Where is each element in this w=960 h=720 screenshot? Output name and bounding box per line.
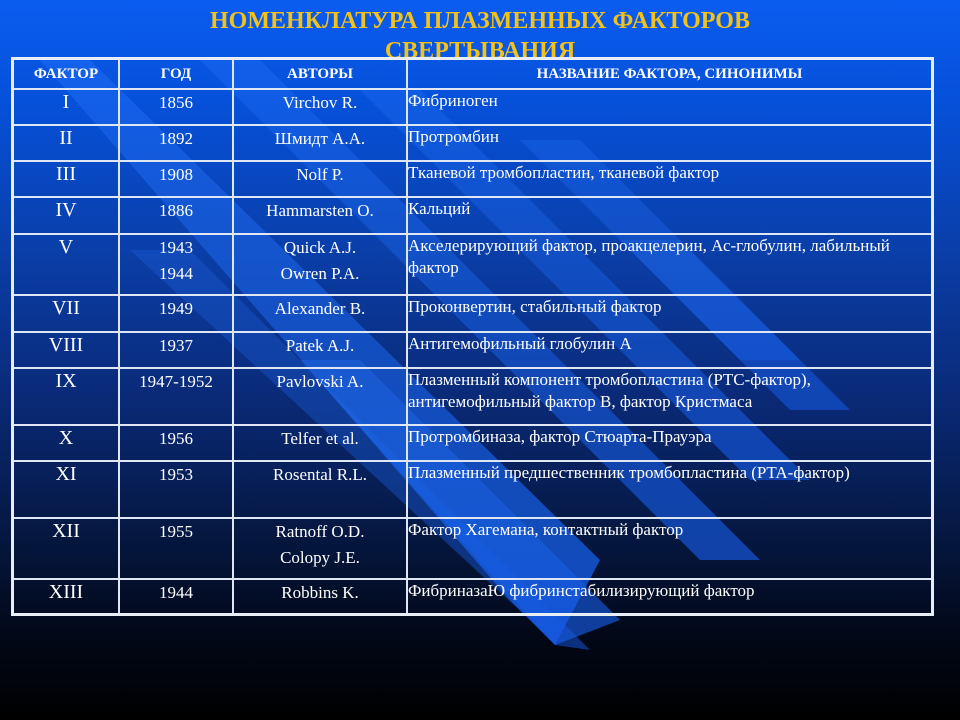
- table-row: [13, 368, 933, 425]
- factor-number: VIII: [13, 332, 120, 368]
- factor-year: [119, 425, 233, 461]
- year-line: 1886: [159, 201, 193, 220]
- factor-year: [119, 197, 233, 234]
- factor-year: [119, 368, 233, 425]
- factor-year: [119, 579, 233, 614]
- year-line: 1955: [159, 522, 193, 541]
- coagulation-factors-table: [11, 57, 934, 616]
- year-line: 1944: [159, 264, 193, 283]
- factor-number: III: [13, 161, 120, 197]
- author-line: Rosental R.L.: [273, 465, 367, 484]
- factor-name-synonyms: Фактор Хагемана, контактный фактор: [407, 518, 933, 579]
- factor-name-synonyms: Протромбин: [407, 125, 933, 161]
- factor-name-synonyms: Акселерирующий фактор, проакцелерин, Ас-глобулин, лабильный фактор: [407, 234, 933, 295]
- factor-name-synonyms: Протромбиназа, фактор Стюарта-Прауэра: [407, 425, 933, 461]
- table-row: [13, 461, 933, 518]
- header-year: ГОД: [119, 59, 233, 90]
- table-row: [13, 295, 933, 332]
- header-factor: ФАКТОР: [13, 59, 120, 90]
- table-row: [13, 332, 933, 368]
- table-header-row: [13, 59, 933, 90]
- factor-name-synonyms: Кальций: [407, 197, 933, 234]
- author-line: Telfer et al.: [281, 429, 359, 448]
- factor-name-synonyms: Тканевой тромбопластин, тканевой фактор: [407, 161, 933, 197]
- factor-name-synonyms: ФибриназаЮ фибринстабилизирующий фактор: [407, 579, 933, 614]
- author-line: Quick A.J.: [283, 238, 357, 257]
- factor-authors: [233, 425, 407, 461]
- table-row: [13, 425, 933, 461]
- author-line: Colopy J.E.: [280, 548, 360, 567]
- year-line: 1956: [159, 429, 193, 448]
- year-line: 1947-1952: [139, 372, 213, 391]
- author-line: Robbins K.: [281, 583, 359, 602]
- factor-number: II: [13, 125, 120, 161]
- factor-number: XII: [13, 518, 120, 579]
- factor-authors: [233, 234, 407, 295]
- table-row: [13, 161, 933, 197]
- year-line: 1908: [159, 165, 193, 184]
- year-line: 1856: [159, 93, 193, 112]
- author-line: Patek A.J.: [285, 336, 355, 355]
- factor-authors: [233, 295, 407, 332]
- factor-year: [119, 89, 233, 125]
- factor-year: [119, 161, 233, 197]
- factor-authors: [233, 368, 407, 425]
- author-line: Virchov R.: [282, 93, 358, 112]
- factor-number: IV: [13, 197, 120, 234]
- author-line: Шмидт А.А.: [274, 129, 366, 148]
- year-line: 1892: [159, 129, 193, 148]
- factor-authors: [233, 161, 407, 197]
- factor-name-synonyms: Проконвертин, стабильный фактор: [407, 295, 933, 332]
- table-row: [13, 125, 933, 161]
- author-line: Pavlovski A.: [276, 372, 364, 391]
- factor-year: [119, 125, 233, 161]
- factor-year: [119, 332, 233, 368]
- table-row: [13, 89, 933, 125]
- table-row: [13, 579, 933, 614]
- factor-authors: [233, 125, 407, 161]
- title-line-2: СВЕРТЫВАНИЯ: [384, 38, 576, 64]
- year-line: 1943: [159, 238, 193, 257]
- factor-name-synonyms: Плазменный компонент тромбопластина (PTC-фактор), антигемофильный фактор В, фактор Кристмаса: [407, 368, 933, 425]
- table-row: [13, 197, 933, 234]
- factor-number: VII: [13, 295, 120, 332]
- factor-number: X: [13, 425, 120, 461]
- author-line: Owren P.A.: [280, 264, 360, 283]
- year-line: 1937: [159, 336, 193, 355]
- author-line: Ratnoff O.D.: [275, 522, 365, 541]
- factor-number: XIII: [13, 579, 120, 614]
- factor-year: [119, 518, 233, 579]
- header-name-synonyms: НАЗВАНИЕ ФАКТОРА, СИНОНИМЫ: [407, 59, 933, 90]
- author-line: Nolf P.: [296, 165, 344, 184]
- table-row: [13, 234, 933, 295]
- factor-number: I: [13, 89, 120, 125]
- table-row: [13, 518, 933, 579]
- factor-authors: [233, 197, 407, 234]
- factor-number: XI: [13, 461, 120, 518]
- header-authors: АВТОРЫ: [233, 59, 407, 90]
- factor-name-synonyms: Плазменный предшественник тромбопластина (PTA-фактор): [407, 461, 933, 518]
- factor-year: [119, 295, 233, 332]
- factor-name-synonyms: Фибриноген: [407, 89, 933, 125]
- year-line: 1949: [159, 299, 193, 318]
- factor-authors: [233, 579, 407, 614]
- author-line: Alexander B.: [274, 299, 366, 318]
- factor-name-synonyms: Антигемофильный глобулин А: [407, 332, 933, 368]
- factor-year: [119, 461, 233, 518]
- year-line: 1953: [159, 465, 193, 484]
- factor-year: [119, 234, 233, 295]
- factor-authors: [233, 332, 407, 368]
- title-line-1: НОМЕНКЛАТУРА ПЛАЗМЕННЫХ ФАКТОРОВ: [210, 8, 750, 34]
- author-line: Hammarsten O.: [266, 201, 374, 220]
- factor-authors: [233, 461, 407, 518]
- year-line: 1944: [159, 583, 193, 602]
- factor-number: IX: [13, 368, 120, 425]
- factor-number: V: [13, 234, 120, 295]
- factor-authors: [233, 89, 407, 125]
- factor-authors: [233, 518, 407, 579]
